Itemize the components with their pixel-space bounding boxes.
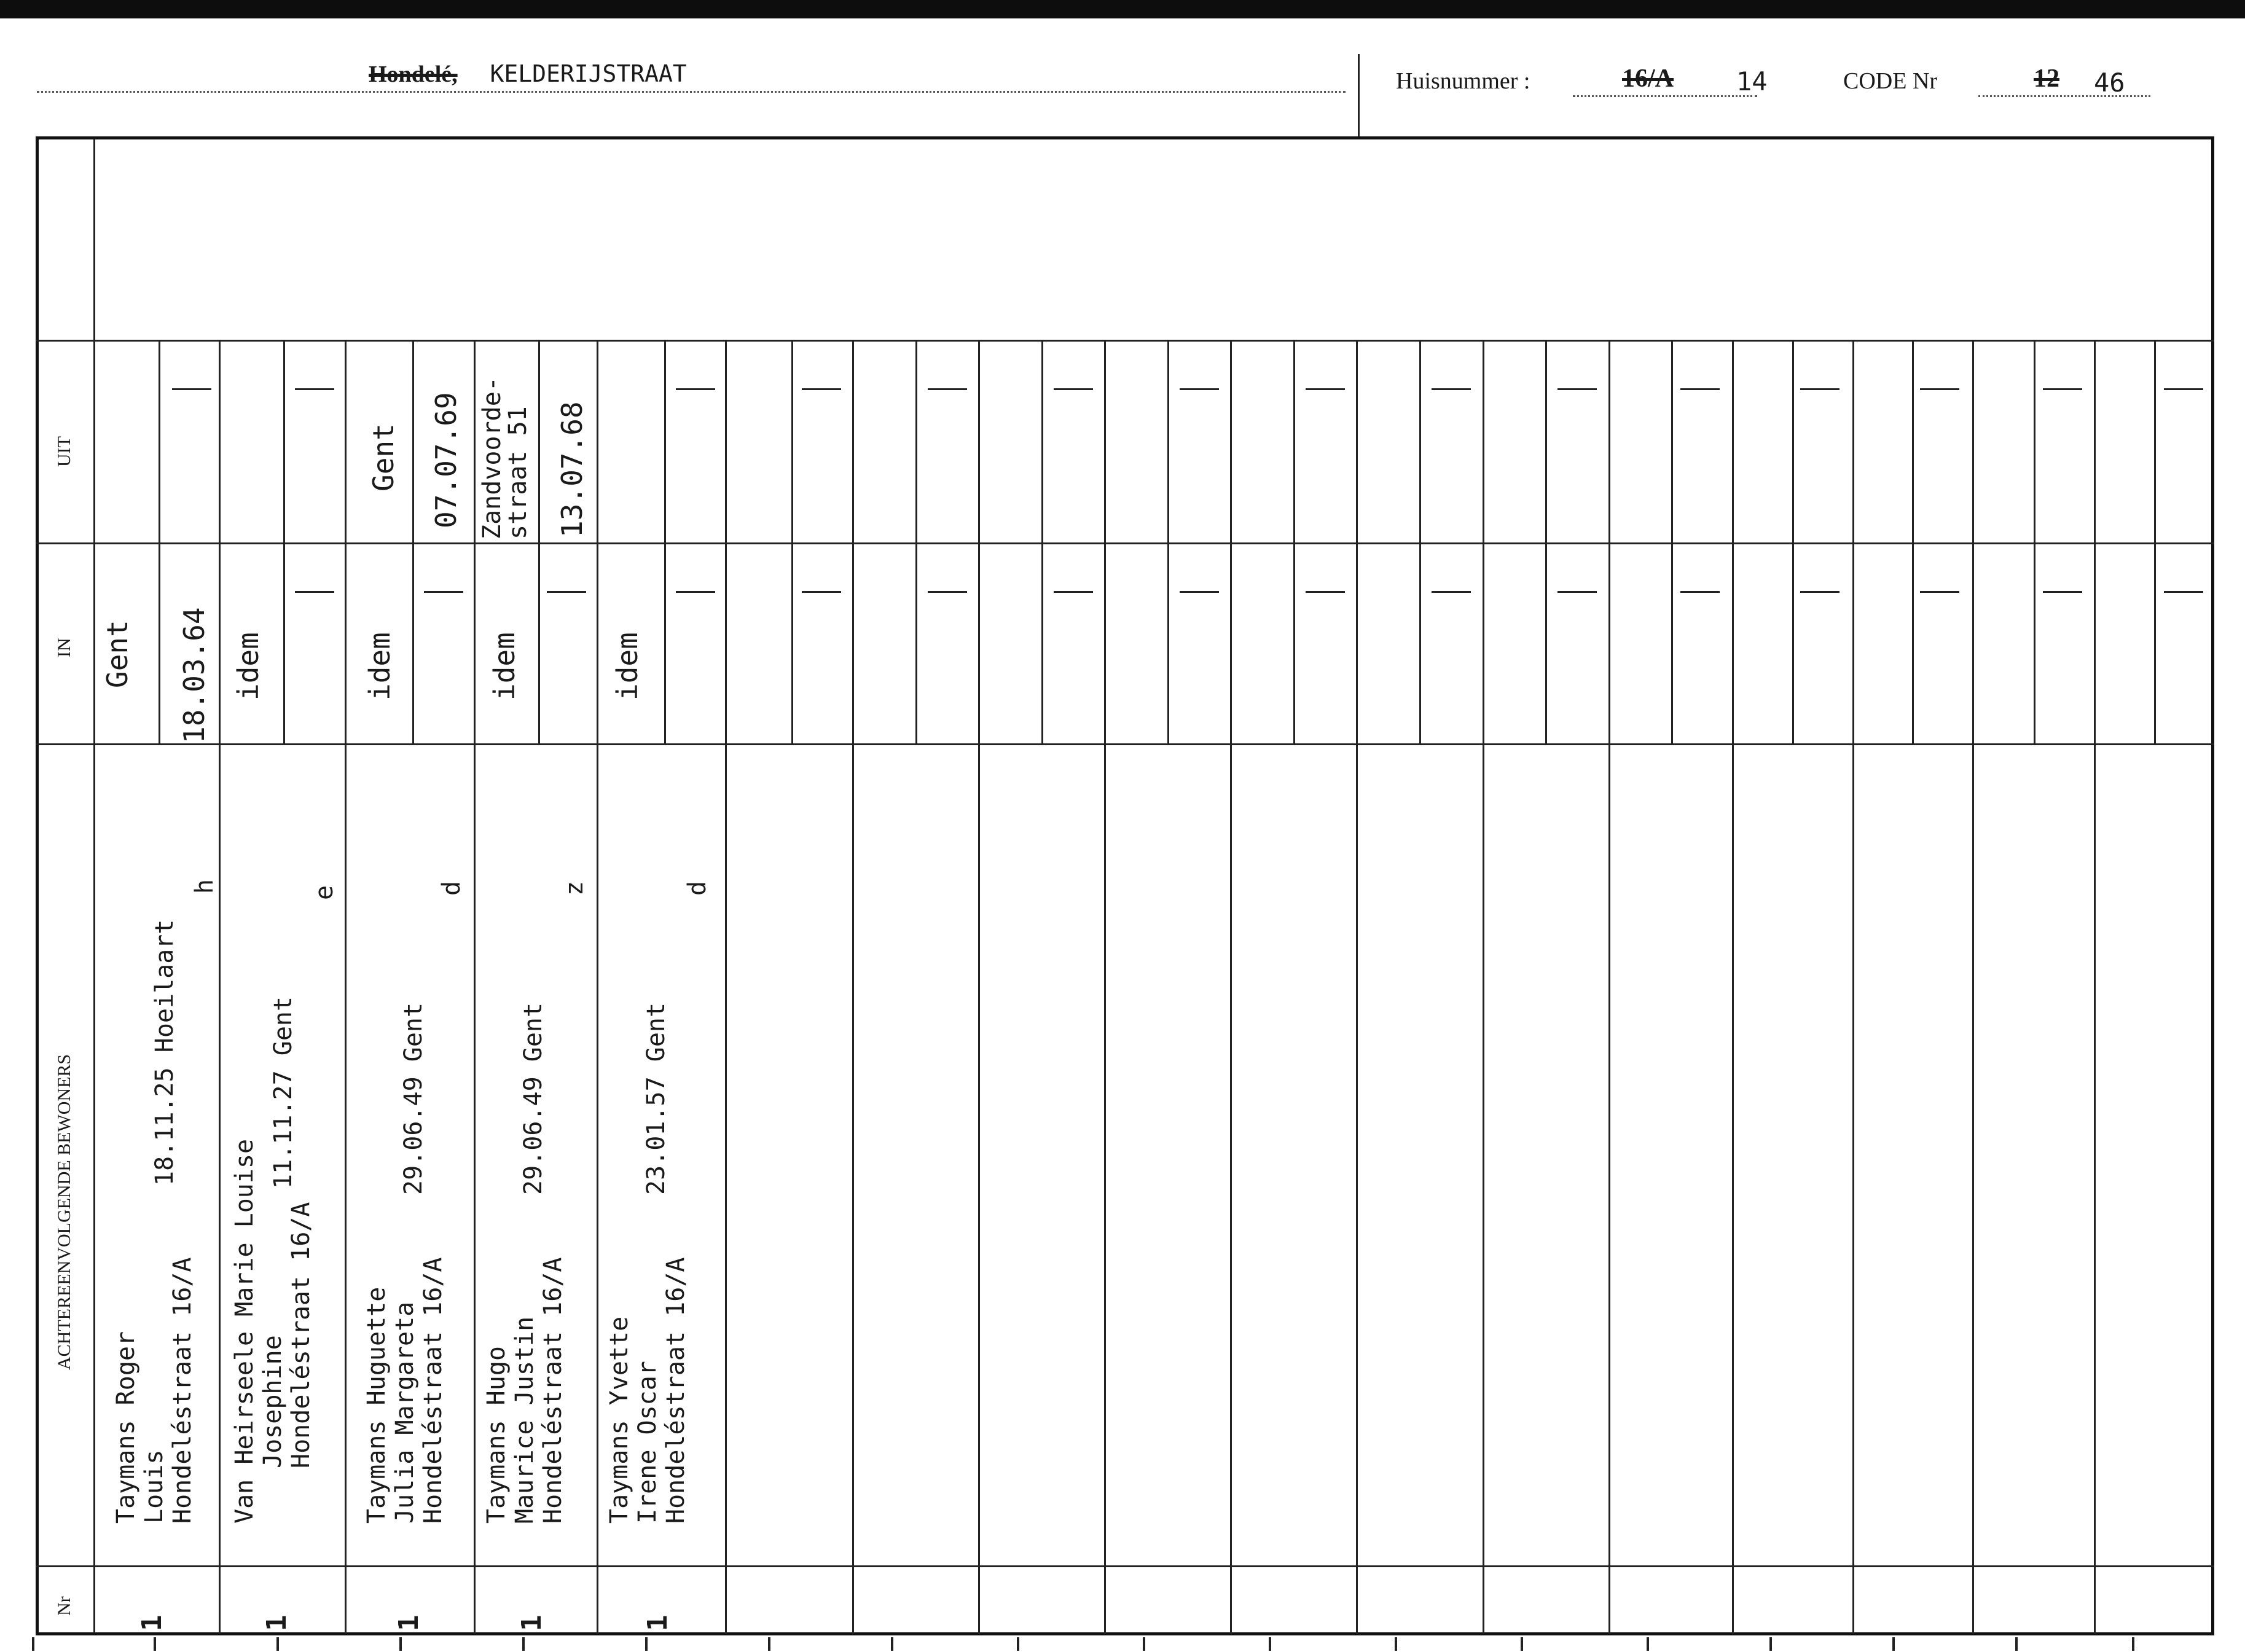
empty-dash	[1306, 591, 1345, 593]
code-label: CODE Nr	[1843, 68, 1938, 94]
empty-dash	[2164, 591, 2203, 593]
sub-col-line	[1167, 341, 1169, 743]
ruler-tick	[1143, 1637, 1145, 1651]
resident-name-line2: Julia Margareta	[391, 1301, 419, 1524]
resident-4-nr: 1	[516, 1615, 547, 1631]
ruler-tick	[2015, 1637, 2018, 1651]
bewoners-label: ACHTEREENVOLGENDE BEWONERS	[54, 1054, 74, 1370]
in-bewoners-divider	[36, 743, 2214, 745]
col-line	[725, 341, 727, 1634]
empty-dash	[1180, 591, 1219, 593]
resident-3-name	[362, 1258, 447, 1524]
top-section-divider	[36, 340, 2214, 342]
resident-name-line2: Maurice Justin	[511, 1316, 539, 1524]
resident-1-name	[112, 1258, 197, 1524]
sub-col-line	[915, 341, 917, 743]
resident-4-in-place: idem	[488, 632, 521, 700]
col-line	[852, 341, 854, 1634]
ruler-tick	[891, 1637, 893, 1651]
sub-col-line	[412, 341, 414, 743]
empty-dash	[676, 388, 715, 390]
street-struck: Hondelé,	[369, 61, 458, 87]
empty-dash	[1432, 591, 1471, 593]
sub-col-line	[1041, 341, 1043, 743]
header-divider	[1358, 54, 1360, 137]
ruler-tick	[1269, 1637, 1271, 1651]
col-line	[1732, 341, 1734, 1634]
resident-name-line1: Van Heirseele Marie Louise	[230, 1138, 259, 1524]
resident-address: Hondeléstraat 16/A	[662, 1257, 690, 1524]
resident-2-nr: 1	[261, 1615, 292, 1631]
col-line	[1230, 341, 1232, 1634]
street-header	[369, 60, 687, 88]
house-number-label: Huisnummer :	[1396, 68, 1530, 94]
resident-name-line2: Irene Oscar	[633, 1361, 662, 1524]
ruler-tick	[522, 1637, 525, 1651]
col-line	[978, 341, 980, 1634]
house-number: 14	[1736, 66, 1768, 96]
resident-3-in-place: idem	[363, 632, 396, 700]
resident-5-birth: 23.01.57 Gent	[642, 1002, 670, 1195]
in-label: IN	[54, 638, 74, 657]
col-line	[1608, 341, 1610, 1634]
street-dotted-line	[37, 91, 1346, 93]
ruler-tick	[768, 1637, 770, 1651]
resident-2-role: e	[310, 885, 339, 900]
empty-dash	[1920, 388, 1959, 390]
house-number-struck: 16/A	[1622, 65, 1674, 93]
ruler-tick	[645, 1637, 648, 1651]
empty-dash	[802, 388, 841, 390]
sub-col-line	[1912, 341, 1914, 743]
empty-dash	[172, 388, 211, 390]
resident-1-nr: 1	[136, 1615, 168, 1631]
resident-name-line1: Taymans Hugo	[482, 1346, 511, 1524]
resident-1-birth: 18.11.25 Hoeilaart	[151, 919, 179, 1186]
label-column-divider	[93, 139, 95, 1633]
empty-dash	[1306, 388, 1345, 390]
ruler-tick	[32, 1637, 34, 1651]
ruler-tick	[1769, 1637, 1772, 1651]
sub-col-line	[283, 341, 285, 743]
sub-col-line	[1419, 341, 1421, 743]
empty-dash	[1920, 591, 1959, 593]
resident-2-name	[230, 1139, 315, 1524]
sub-col-line	[1792, 341, 1794, 743]
col-line	[2094, 341, 2096, 1634]
sub-col-line	[2034, 341, 2035, 743]
resident-5-nr: 1	[642, 1615, 673, 1631]
empty-dash	[1800, 388, 1839, 390]
resident-address: Hondeléstraat 16/A	[539, 1257, 567, 1524]
resident-3-nr: 1	[393, 1615, 425, 1631]
resident-name-line1: Taymans Huguette	[362, 1286, 391, 1524]
sub-col-line	[791, 341, 793, 743]
code-struck: 12	[2034, 65, 2059, 93]
resident-4-role: z	[560, 880, 589, 896]
empty-dash	[295, 591, 334, 593]
ruler-tick	[1017, 1637, 1019, 1651]
street-name: KELDERIJSTRAAT	[490, 60, 687, 87]
code-number: 46	[2094, 68, 2125, 98]
resident-5-name	[605, 1258, 690, 1524]
empty-dash	[1432, 388, 1471, 390]
empty-dash	[1180, 388, 1219, 390]
col-line	[345, 341, 347, 1634]
col-line	[1852, 341, 1854, 1634]
resident-3-uit-date: 07.07.69	[429, 392, 463, 528]
ruler-tick	[154, 1637, 156, 1651]
resident-name-line1: Taymans Roger	[112, 1331, 140, 1524]
resident-4-name	[482, 1258, 567, 1524]
empty-dash	[547, 591, 586, 593]
resident-address: Hondeléstraat 16/A	[287, 1202, 315, 1468]
ruler-tick	[1521, 1637, 1523, 1651]
ruler-tick	[399, 1637, 402, 1651]
resident-5-role: d	[683, 880, 711, 896]
resident-3-birth: 29.06.49 Gent	[399, 1002, 428, 1195]
empty-dash	[295, 388, 334, 390]
col-line	[474, 341, 476, 1634]
resident-4-birth: 29.06.49 Gent	[519, 1002, 547, 1195]
uit-place-line2: straat 51	[504, 406, 532, 539]
ruler-tick	[2132, 1637, 2134, 1651]
resident-5-in-place: idem	[611, 632, 644, 700]
resident-address: Hondeléstraat 16/A	[419, 1257, 447, 1524]
empty-dash	[1557, 591, 1597, 593]
resident-name-line2: Josephine	[259, 1335, 287, 1468]
empty-dash	[2043, 591, 2082, 593]
sub-col-line	[538, 341, 540, 743]
resident-4-uit-place	[479, 377, 531, 539]
nr-label: Nr	[54, 1596, 74, 1616]
sub-col-line	[1293, 341, 1295, 743]
empty-dash	[1054, 388, 1093, 390]
empty-dash	[1054, 591, 1093, 593]
resident-4-uit-date: 13.07.68	[555, 401, 589, 538]
resident-name-line1: Taymans Yvette	[605, 1316, 633, 1524]
ruler-tick	[1647, 1637, 1649, 1651]
uit-label: UIT	[54, 436, 74, 467]
uit-place-line1: Zandvoorde-	[478, 377, 506, 539]
col-line	[1104, 341, 1106, 1634]
col-line	[1483, 341, 1484, 1634]
scan-top-border	[0, 0, 2245, 18]
sub-col-line	[1545, 341, 1547, 743]
bewoners-nr-divider	[36, 1565, 2214, 1567]
ruler-tick	[1395, 1637, 1397, 1651]
col-line	[219, 341, 221, 1634]
uit-in-divider	[36, 542, 2214, 544]
resident-2-birth: 11.11.27 Gent	[269, 996, 297, 1189]
code-dotted-line	[1978, 95, 2150, 97]
resident-1-in-place: Gent	[101, 620, 134, 688]
resident-address: Hondeléstraat 16/A	[168, 1257, 197, 1524]
empty-dash	[1680, 388, 1720, 390]
ruler-tick	[1892, 1637, 1895, 1651]
col-line	[1972, 341, 1974, 1634]
empty-dash	[802, 591, 841, 593]
sub-col-line	[159, 341, 160, 743]
resident-3-role: d	[437, 880, 466, 896]
resident-3-uit-place: Gent	[367, 423, 400, 491]
col-line	[1356, 341, 1358, 1634]
sub-col-line	[1671, 341, 1673, 743]
resident-name-line2: Louis	[140, 1449, 168, 1524]
col-line	[597, 341, 598, 1634]
sub-col-line	[2154, 341, 2156, 743]
empty-dash	[2043, 388, 2082, 390]
empty-dash	[2164, 388, 2203, 390]
sub-col-line	[664, 341, 666, 743]
empty-dash	[1557, 388, 1597, 390]
resident-2-in-place: idem	[232, 632, 265, 700]
ruler-tick	[276, 1637, 279, 1651]
empty-dash	[424, 591, 463, 593]
empty-dash	[928, 591, 967, 593]
resident-1-in-date: 18.03.64	[178, 607, 211, 743]
house-number-dotted-line	[1573, 95, 1757, 97]
resident-1-role: h	[190, 879, 219, 894]
empty-dash	[928, 388, 967, 390]
empty-dash	[676, 591, 715, 593]
empty-dash	[1800, 591, 1839, 593]
empty-dash	[1680, 591, 1720, 593]
